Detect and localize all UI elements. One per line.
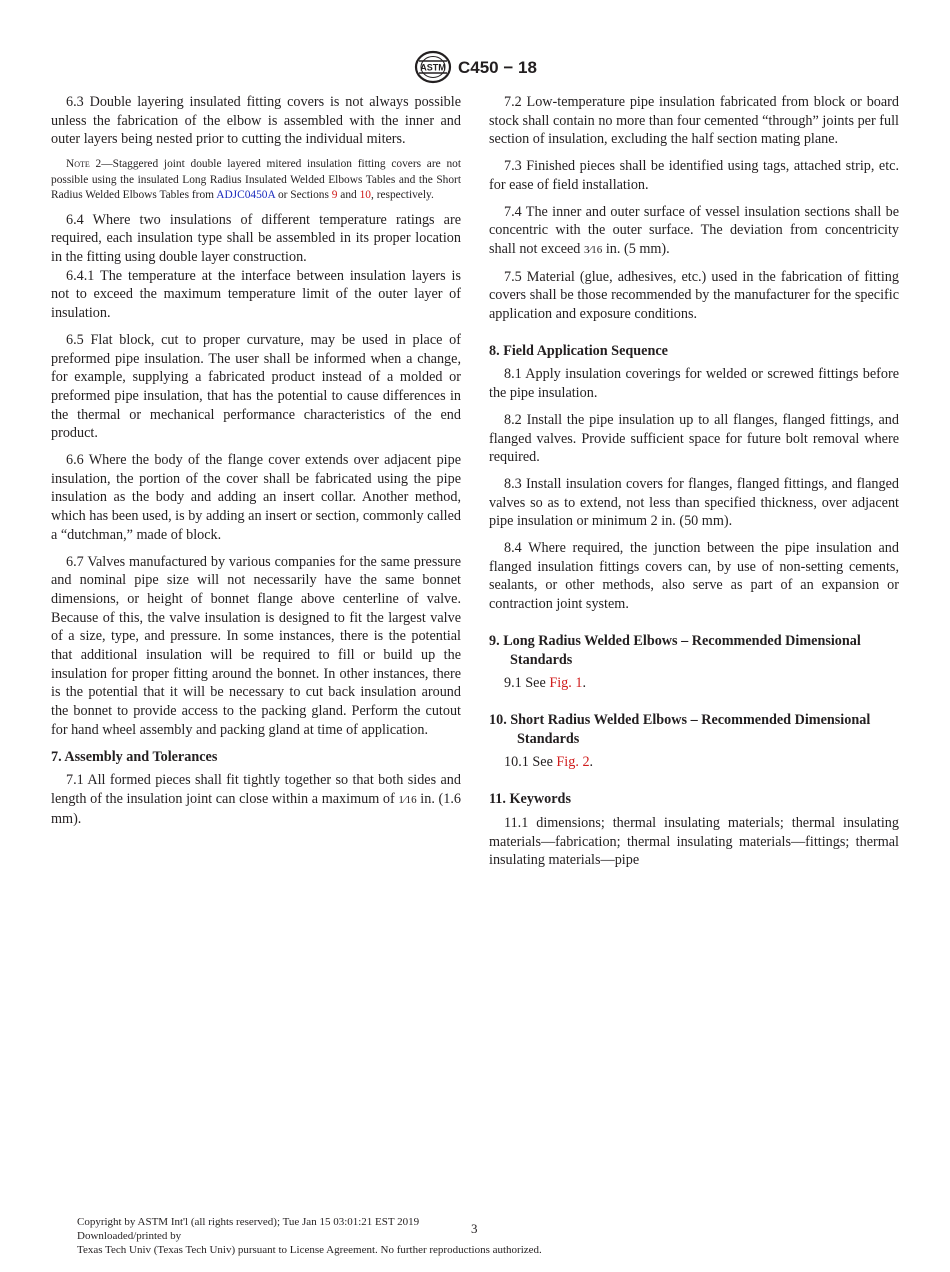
svg-text:ASTM: ASTM	[420, 62, 446, 73]
section-10-heading: 10. Short Radius Welded Elbows – Recommended Dimensional Standards	[489, 711, 871, 747]
paragraph-7-2: 7.2 Low-temperature pipe insulation fabricated from block or board stock shall contain no more than four cemented “through” joints per full section of insulation, excluding the half section mating plane.	[489, 94, 899, 148]
right-column	[489, 93, 899, 878]
section-9-link[interactable]: 9	[331, 189, 338, 202]
figure-1-link[interactable]: Fig. 1	[549, 675, 583, 692]
paragraph-8-1: 8.1 Apply insulation coverings for welded or screwed fittings before the pipe insulation.	[489, 366, 899, 402]
fraction: 3⁄16	[583, 243, 603, 256]
paragraph-6-3: 6.3 Double layering insulated fitting covers is not always possible unless the fabrication of the elbow is assembled with the inner and outer layers being nested prior to cutting the individual miters.	[51, 94, 461, 148]
standard-designation: C450 − 18	[458, 58, 537, 77]
page-header	[0, 50, 950, 86]
paragraph-7-1: 7.1 All formed pieces shall fit tightly together so that both sides and length of the insulation joint can close within a maximum of 1⁄16 in. (1.6 mm).	[51, 772, 461, 827]
astm-logo-icon	[413, 50, 453, 84]
footer-license: Texas Tech Univ (Texas Tech Univ) pursuant to License Agreement. No further reproductions authorized.	[77, 1244, 542, 1256]
note-2: Note 2—Staggered joint double layered mitered insulation fitting covers are not possible using the insulated Long Radius Insulated Welded Elbows Tables and the Short Radius Welded Elbows Tables from ADJC0450A or Sections 9 and 10, respectively.	[51, 158, 461, 202]
paragraph-10-1: 10.1 See Fig. 2.	[504, 754, 594, 771]
paragraph-8-4: 8.4 Where required, the junction between the pipe insulation and flanged insulation fittings covers can, by use of non-setting cements, sealants, or other methods, also serve as part of an expansion or contraction joint system.	[489, 540, 899, 613]
paragraph-8-3: 8.3 Install insulation covers for flanges, flanged fittings, and flanged valves so as to extend, not less than specified thickness, over adjacent pipe insulation or minimum 2 in. (50 mm).	[489, 475, 899, 530]
note-label: Note	[66, 158, 90, 171]
paragraph-6-4-1: 6.4.1 The temperature at the interface between insulation layers is not to exceed the maximum temperature limit of the outer layer of insulation.	[51, 267, 461, 322]
adjunct-link[interactable]: ADJC0450A	[216, 189, 276, 202]
paragraph-6-5: 6.5 Flat block, cut to proper curvature, may be used in place of preformed pipe insulation. The user shall be informed when a change, for example, supplying a fabricated product instead of a molded or preformed pipe insulation, that has the potential to cause differences in the thermal or mechanical performance characteristics of the end product.	[51, 331, 461, 442]
figure-2-link[interactable]: Fig. 2	[556, 754, 590, 771]
paragraph-8-2: 8.2 Install the pipe insulation up to all flanges, flanged fittings, and flanged valves. Provide sufficient space for future bolt removal where required.	[489, 411, 899, 466]
page-number: 3	[471, 1221, 478, 1236]
section-10-link[interactable]: 10	[359, 189, 371, 202]
footer-copyright: Copyright by ASTM Int'l (all rights reserved); Tue Jan 15 03:01:21 EST 2019	[77, 1216, 420, 1228]
paragraph-7-3: 7.3 Finished pieces shall be identified using tags, attached strip, etc. for ease of field installation.	[489, 158, 899, 193]
left-column	[51, 93, 461, 836]
section-9-heading: 9. Long Radius Welded Elbows – Recommended Dimensional Standards	[489, 632, 861, 668]
paragraph-6-4: 6.4 Where two insulations of different temperature ratings are required, each insulation type shall be assembled in its proper location in the fitting using double layer construction.	[51, 211, 461, 266]
section-11-heading: 11. Keywords	[489, 791, 571, 808]
section-8-heading: 8. Field Application Sequence	[489, 342, 668, 359]
section-7-heading: 7. Assembly and Tolerances	[51, 748, 218, 765]
paragraph-11-1: 11.1 dimensions; thermal insulating materials; thermal insulating materials—fabrication; thermal insulating materials—fittings; thermal insulating materials—pipe	[489, 814, 899, 869]
paragraph-6-7: 6.7 Valves manufactured by various companies for the same pressure and nominal pipe size will not necessarily have the same bonnet dimensions, or height of bonnet flange above centerline of valve. Because of this, the valve insulation is designed to fit the largest valve of a size, type, and pressure. In some instances, there is the potential that additional insulation will be required to fill or build up the insulation for proper fitting around the bonnet. In other instances, there is the potential that it will be necessary to cut back insulation around the bonnet to provide access to the packing gland. Perform the cutout for hand wheel assembly and packing gland at time of application.	[51, 553, 461, 738]
footer-downloaded: Downloaded/printed by	[77, 1230, 182, 1242]
paragraph-9-1: 9.1 See Fig. 1.	[504, 675, 586, 692]
paragraph-7-5: 7.5 Material (glue, adhesives, etc.) used in the fabrication of fitting covers shall be those recommended by the manufacturer for the specific application and exposure conditions.	[489, 268, 899, 323]
paragraph-6-6: 6.6 Where the body of the flange cover extends over adjacent pipe insulation, the portion of the cover shall be fabricated using the pipe insulation as the body and adding an insert collar. Another method, which has been used, is by adding an insert or section, commonly called a “dutchman,” made of block.	[51, 452, 461, 543]
paragraph-7-4: 7.4 The inner and outer surface of vessel insulation sections shall be concentric with the outer surface. The deviation from concentricity shall not exceed 3⁄16 in. (5 mm).	[489, 203, 899, 257]
fraction: 1⁄16	[398, 794, 417, 806]
